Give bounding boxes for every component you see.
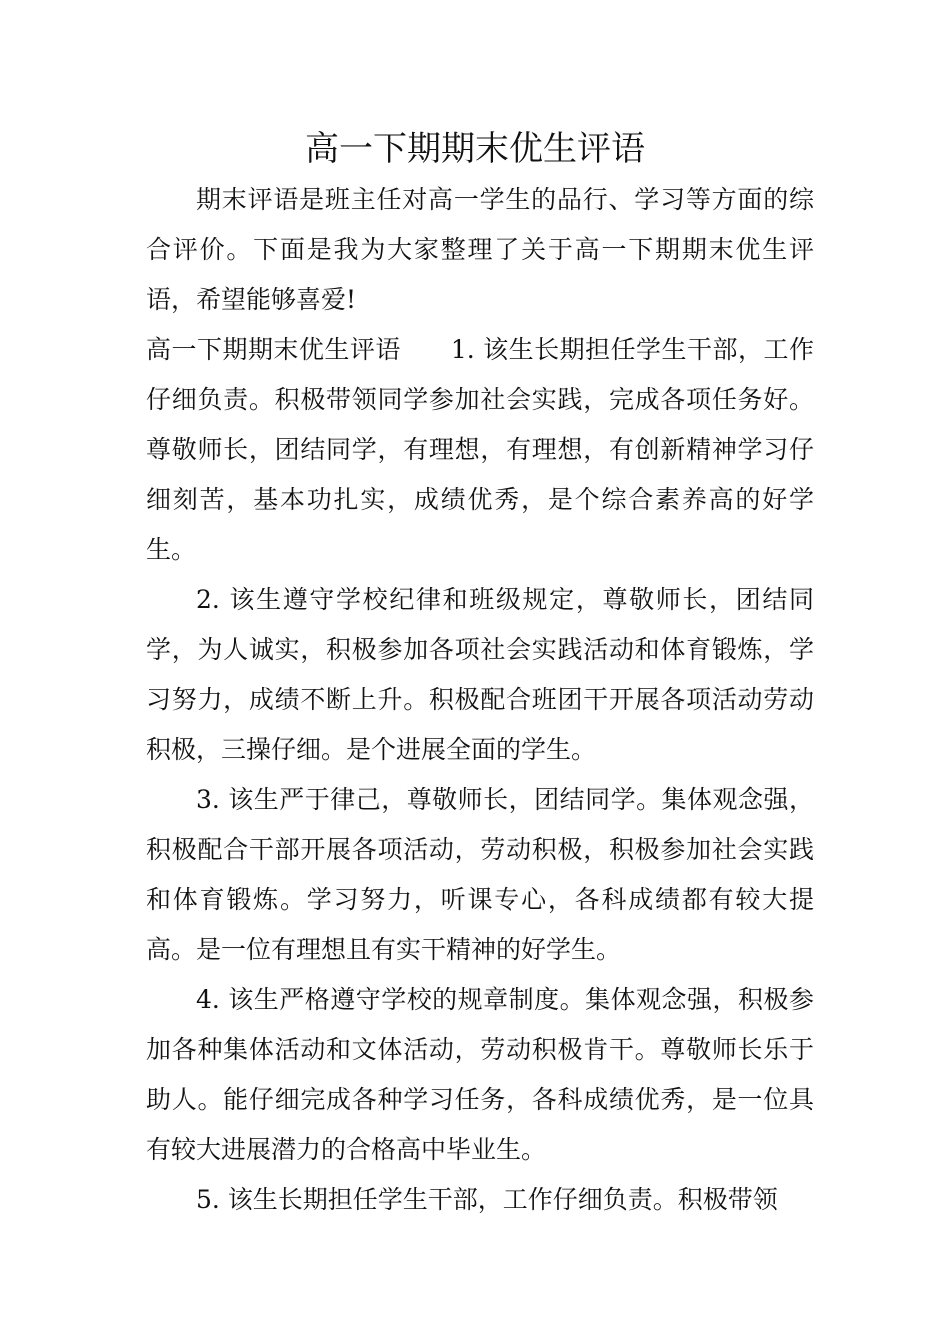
comment-item-2: 2. 该生遵守学校纪律和班级规定，尊敬师长，团结同学，为人诚实，积极参加各项社会实践活动和体育锻炼，学习努力，成绩不断上升。积极配合班团干开展各项活动劳动积极，三操仔细。是个进展全面的学生。 — [146, 585, 814, 764]
comment-item-5: 5. 该生长期担任学生干部，工作仔细负责。积极带领 — [196, 1185, 778, 1214]
intro-paragraph: 期末评语是班主任对高一学生的品行、学习等方面的综合评价。下面是我为大家整理了关于高一下期期末优生评语，希望能够喜爱! — [146, 185, 814, 314]
comment-item-3: 3. 该生严于律己，尊敬师长，团结同学。集体观念强，积极配合干部开展各项活动，劳动积极，积极参加社会实践和体育锻炼。学习努力，听课专心，各科成绩都有较大提高。是一位有理想且有实干精神的好学生。 — [146, 785, 814, 964]
section-heading: 高一下期期末优生评语 — [146, 335, 401, 364]
comment-item-4: 4. 该生严格遵守学校的规章制度。集体观念强，积极参加各种集体活动和文体活动，劳动积极肯干。尊敬师长乐于助人。能仔细完成各种学习任务，各科成绩优秀，是一位具有较大进展潜力的合格高中毕业生。 — [146, 985, 814, 1164]
document-body — [146, 175, 814, 1225]
first-comment-paragraph — [146, 325, 814, 575]
document-title: 高一下期期末优生评语 — [305, 129, 645, 169]
comment-item-1: 1. 该生长期担任学生干部，工作仔细负责。积极带领同学参加社会实践，完成各项任务好。尊敬师长，团结同学，有理想，有理想，有创新精神学习仔细刻苦，基本功扎实，成绩优秀，是个综合素养高的好学生。 — [146, 335, 814, 564]
